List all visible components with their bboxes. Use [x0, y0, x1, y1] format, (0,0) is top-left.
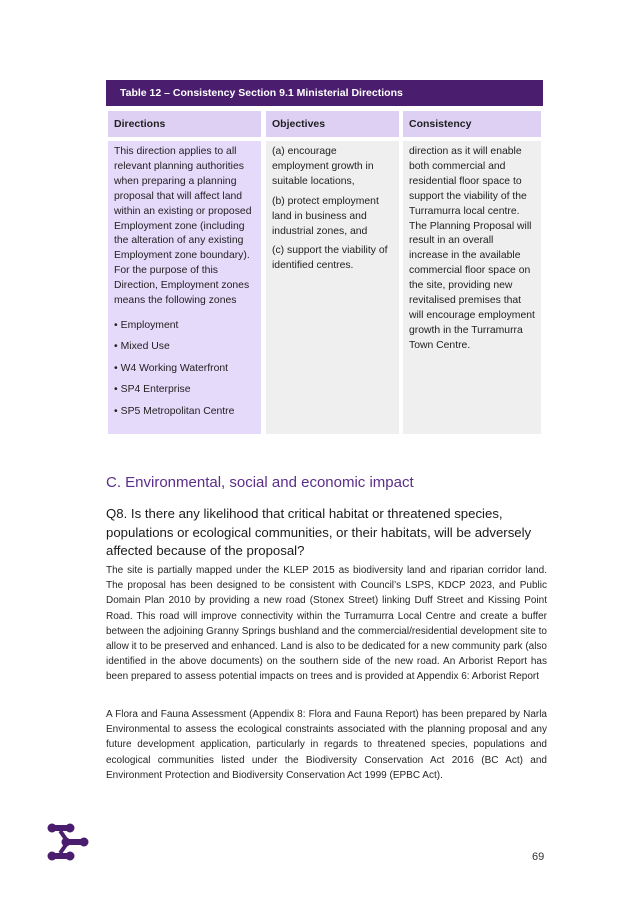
- objectives-cell: [266, 141, 399, 434]
- zone-item: • Employment: [114, 315, 255, 337]
- header-objectives: Objectives: [266, 111, 399, 137]
- table-title: Table 12 – Consistency Section 9.1 Ministerial Directions: [106, 80, 543, 106]
- header-directions: Directions: [108, 111, 261, 137]
- objective-item: (a) encourage employment growth in suitable locations,: [272, 146, 374, 187]
- zone-item: • SP5 Metropolitan Centre: [114, 401, 255, 423]
- brand-logo-icon: [46, 822, 90, 867]
- zone-list: [114, 315, 255, 423]
- directions-text: This direction applies to all relevant planning authorities when preparing a planning proposal that will affect land within an existing or proposed Employment zone (including the alteration of any existing Employment zone boundary). For the purpose of this Direction, Employment zones means the following zones: [114, 146, 252, 307]
- directions-cell: [108, 141, 261, 434]
- question-heading: Q8. Is there any likelihood that critical habitat or threatened species, populations or ecological communities, or their habitats, will be adversely affected because of the proposal?: [106, 506, 532, 558]
- objective-item: (b) protect employment land in business and industrial zones, and: [272, 195, 379, 237]
- objective-item: (c) support the viability of identified centres.: [272, 245, 388, 272]
- zone-item: • Mixed Use: [114, 336, 255, 358]
- consistency-cell: [403, 141, 541, 434]
- header-consistency: Consistency: [403, 111, 541, 137]
- page-number: 69: [532, 851, 545, 863]
- zone-item: • SP4 Enterprise: [114, 379, 255, 401]
- zone-item: • W4 Working Waterfront: [114, 358, 255, 380]
- body-paragraph: A Flora and Fauna Assessment (Appendix 8: Flora and Fauna Report) has been prepared by Narla Environmental to assess the ecological constraints associated with the planning proposal and any future development application, particularly in regards to threatened species, populations and ecological communities listed under the Biodiversity Conservation Act 2016 (BC Act) and Environment Protection and Biodiversity Conservation Act 1999 (EPBC Act).: [106, 709, 547, 781]
- body-paragraph: The site is partially mapped under the KLEP 2015 as biodiversity land and riparian corridor land. The proposal has been designed to be consistent with Council’s LSPS, KDCP 2023, and Public Domain Plan 2010 by providing a new road (Stonex Street) linking Duff Street and Kissing Point Road. This road will improve connectivity within the Turramurra Local Centre and create a buffer between the adjoining Granny Springs bushland and the commercial/residential development site to allow it to be preserved and enhanced. Land is also to be dedicated for a new community park (also identified in the above documents) on the southern side of the new road. An Arborist Report has been prepared to assess potential impacts on trees and is provided at Appendix 6: Arborist Report: [106, 565, 547, 683]
- section-heading: C. Environmental, social and economic impact: [106, 474, 414, 491]
- consistency-text: direction as it will enable both commercial and residential floor space to support the viability of the Turramurra local centre. The Planning Proposal will result in an overall increase in the available commercial floor space on the site, providing new revitalised premises that will encourage employment growth in the Turramurra Town Centre.: [409, 146, 535, 351]
